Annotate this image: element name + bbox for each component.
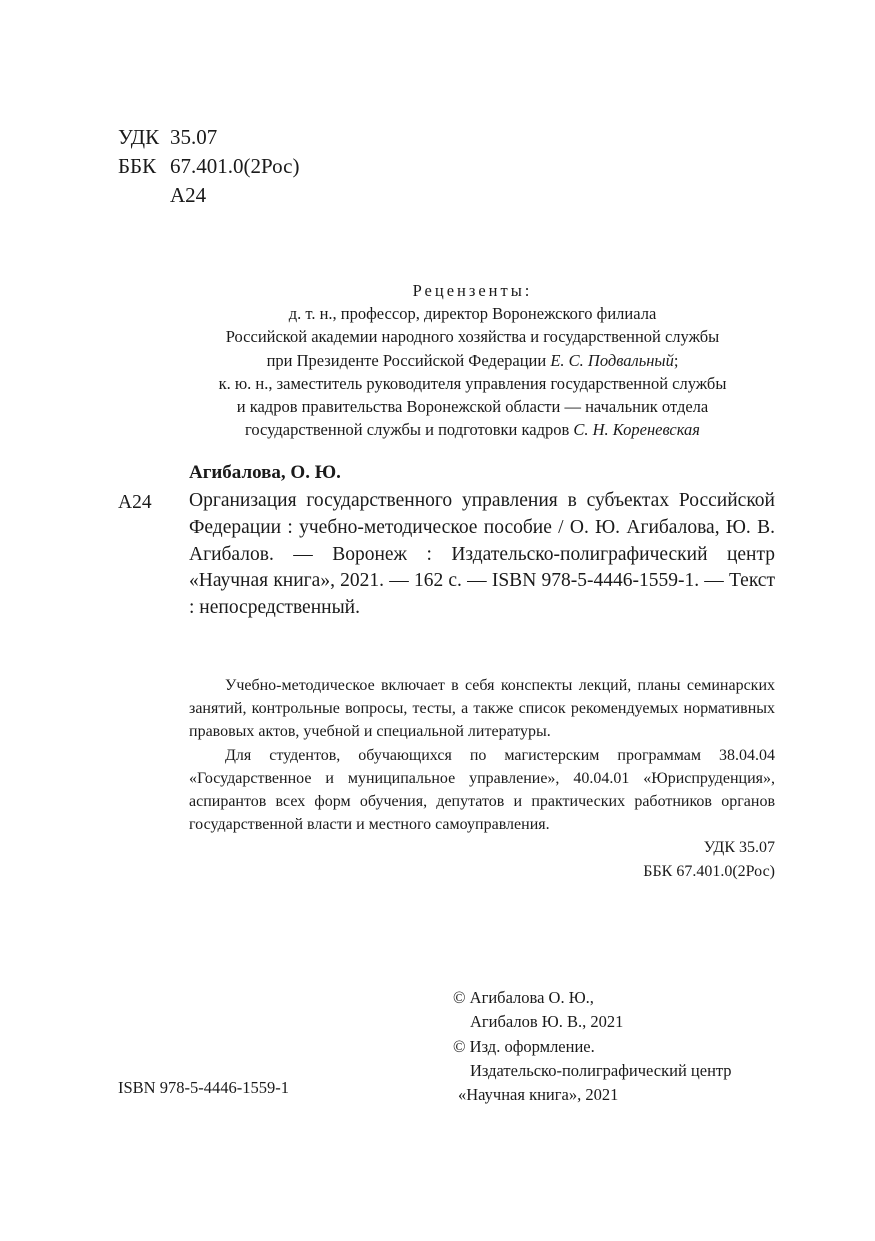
copyright-line-3: © Изд. оформление. bbox=[453, 1036, 595, 1056]
copyright-line-2: Агибалов Ю. В., 2021 bbox=[470, 1012, 624, 1032]
catalog-author-heading: Агибалова, О. Ю. bbox=[189, 462, 341, 483]
copyright-line-5: «Научная книга», 2021 bbox=[458, 1085, 619, 1105]
bbk-label: ББК bbox=[118, 154, 157, 178]
isbn: ISBN 978-5-4446-1559-1 bbox=[118, 1078, 289, 1097]
annotation bbox=[189, 674, 775, 883]
reviewers-heading: Рецензенты: bbox=[412, 281, 533, 300]
reviewer-line-5: и кадров правительства Воронежской области — начальник отдела bbox=[236, 397, 709, 417]
udk-value: 35.07 bbox=[170, 125, 218, 149]
reviewer-line-6: государственной службы и подготовки кадров С. Н. Кореневская bbox=[245, 420, 700, 440]
bbk-value: 67.401.0(2Рос) bbox=[170, 154, 300, 178]
reviewer-line-4: к. ю. н., заместитель руководителя управления государственной службы bbox=[218, 373, 727, 393]
catalog-entry: Организация государственного управления в субъектах Российской Федерации : учебно-методическое пособие / О. Ю. Агибалова, Ю. В. Агибалов. — Воронеж : Издательско-полиграфический центр «Научная книга», 2021. — 162 с. — ISBN 978-5-4446-1559-1. — Текст : непосредственный. bbox=[189, 490, 775, 619]
reviewer-line-1: д. т. н., профессор, директор Воронежского филиала bbox=[288, 304, 657, 324]
reviewer-name-1: Е. С. Подвальный bbox=[550, 350, 674, 370]
udk-label: УДК bbox=[118, 125, 160, 149]
copyright-block bbox=[453, 986, 732, 1107]
reviewer-name-2: С. Н. Кореневская bbox=[573, 420, 700, 440]
annotation-bbk: ББК 67.401.0(2Рос) bbox=[643, 862, 775, 880]
annotation-paragraph-2: Для студентов, обучающихся по магистерским программам 38.04.04 «Государственное и муниципальное управление», 40.04.01 «Юриспруденция», аспирантов всех форм обучения, депутатов и практических работников органов государственной власти и местного самоуправления. bbox=[189, 746, 775, 834]
reviewers-block bbox=[150, 279, 795, 441]
bbk-row bbox=[118, 152, 300, 181]
reviewer-line-2: Российской академии народного хозяйства и государственной службы bbox=[225, 327, 720, 347]
copyright-line-1: © Агибалова О. Ю., bbox=[453, 988, 594, 1007]
copyright-line-4: Издательско-полиграфический центр bbox=[470, 1060, 732, 1080]
catalog-mark: А24 bbox=[118, 492, 152, 513]
reviewer-line-3: при Президенте Российской Федерации Е. С. Подвальный; bbox=[266, 350, 679, 370]
udk-row bbox=[118, 123, 300, 152]
author-mark: А24 bbox=[170, 183, 207, 207]
annotation-paragraph-1: Учебно-методическое включает в себя конспекты лекций, планы семинарских занятий, контрольные вопросы, тесты, а также список рекомендуемых нормативных правовых актов, учебной и специальной литературы. bbox=[189, 677, 775, 741]
annotation-udk: УДК 35.07 bbox=[703, 839, 775, 857]
classification-codes bbox=[118, 123, 300, 210]
